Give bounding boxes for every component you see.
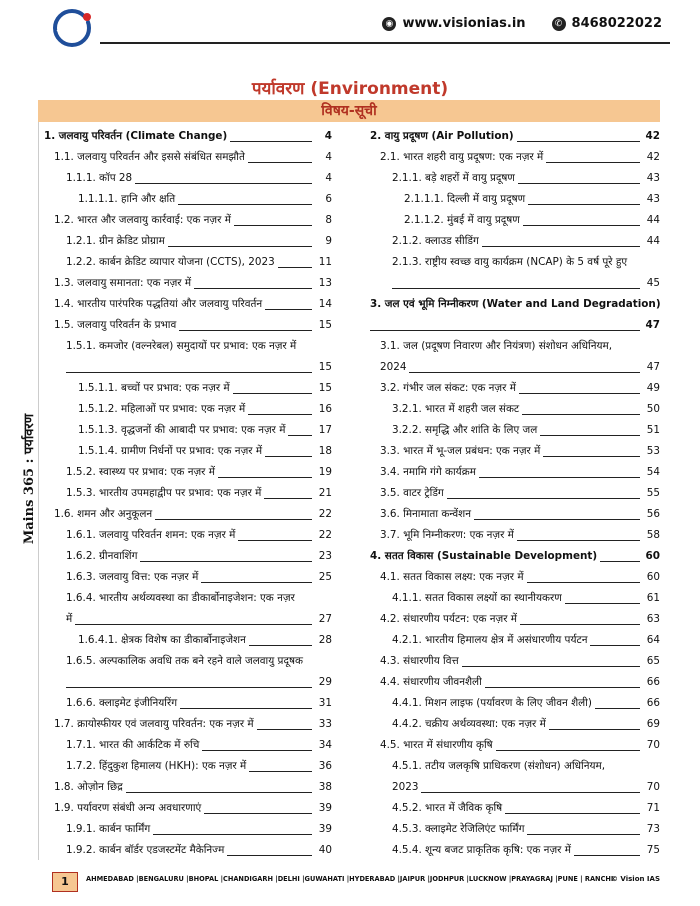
toc-entry[interactable] [370,693,660,714]
toc-leader-line [155,519,312,520]
toc-entry-page: 70 [644,735,660,756]
toc-entry-page: 42 [643,126,660,147]
toc-entry-title: में [66,609,75,630]
toc-entry[interactable] [370,567,660,588]
toc-entry[interactable] [370,294,660,315]
toc-entry-page: 55 [644,483,660,504]
toc-entry-title: 2.1.3. राष्ट्रीय स्वच्छ वायु कार्यक्रम (NCAP) के 5 वर्ष पूरे हुए [392,252,630,273]
toc-entry[interactable] [370,504,660,525]
toc-leader-line [496,750,640,751]
toc-entry-title: 4.4. संधारणीय जीवनशैली [380,672,485,693]
toc-entry-page: 44 [644,210,660,231]
toc-entry[interactable] [44,168,332,189]
toc-entry-page: 65 [644,651,660,672]
toc-leader-line [517,540,640,541]
toc-entry-page: 33 [316,714,332,735]
toc-entry-title: 2.1.1.1. दिल्ली में वायु प्रदूषण [404,189,528,210]
toc-entry-page: 4 [322,147,332,168]
toc-entry[interactable] [44,126,332,147]
toc-entry-title: 1.2.1. ग्रीन क्रेडिट प्रोग्राम [66,231,168,252]
toc-leader-line [540,435,640,436]
toc-entry-page: 75 [644,840,660,861]
side-label-text: Mains 365 : पर्यावरण [22,413,37,545]
toc-entry[interactable] [370,819,660,840]
toc-entry-title: 1.7. क्रायोस्फीयर एवं जलवायु परिवर्तन: एक नज़र में [54,714,257,735]
toc-leader-line [523,225,640,226]
toc-leader-line [238,540,312,541]
toc-entry-title: 4.5.2. भारत में जैविक कृषि [392,798,505,819]
toc-entry-page: 22 [316,504,332,525]
toc-entry-title: 4.2. संधारणीय पर्यटन: एक नज़र में [380,609,520,630]
toc-leader-line [153,834,312,835]
toc-entry[interactable] [370,399,660,420]
toc-left-column [44,126,332,861]
toc-leader-line [179,330,312,331]
toc-leader-line [249,771,312,772]
toc-leader-line [218,477,312,478]
toc-entry[interactable] [44,357,332,378]
toc-entry-title: 1.1.1. कॉप 28 [66,168,135,189]
toc-entry-page: 4 [322,168,332,189]
toc-heading: विषय-सूची [38,100,660,122]
toc-entry-title: 1.6.5. अल्पकालिक अवधि तक बने रहने वाले जलवायु प्रदूषक [66,651,306,672]
toc-entry[interactable] [370,714,660,735]
toc-entry[interactable] [44,441,332,462]
toc-entry-page: 27 [316,609,332,630]
page-footer [38,872,660,890]
toc-entry[interactable] [370,210,660,231]
toc-leader-line [409,372,640,373]
toc-entry[interactable] [370,756,660,777]
toc-right-column [370,126,660,861]
toc-leader-line [546,162,640,163]
toc-leader-line [479,477,640,478]
toc-entry-page: 15 [316,315,332,336]
toc-entry[interactable] [370,357,660,378]
toc-entry-title: 4.5.3. क्लाइमेट रेजिलिएंट फार्मिंग [392,819,527,840]
toc-entry-title: 3. जल एवं भूमि निम्नीकरण (Water and Land Degradation) [370,294,664,315]
toc-entry-title: 4.5. भारत में संधारणीय कृषि [380,735,496,756]
toc-leader-line [178,204,312,205]
toc-leader-line [505,813,640,814]
toc-leader-line [135,183,312,184]
toc-entry-page: 64 [644,630,660,651]
toc-leader-line [234,225,312,226]
toc-entry-title: 1.8. ओज़ोन छिद्र [54,777,126,798]
toc-entry-page: 29 [316,672,332,693]
toc-entry-title: 4.5.4. शून्य बजट प्राकृतिक कृषि: एक नज़र में [392,840,574,861]
toc-entry-title: 4.2.1. भारतीय हिमालय क्षेत्र में असंधारणीय पर्यटन [392,630,590,651]
globe-icon: ◉ [382,17,396,31]
header-contact [382,16,662,31]
toc-entry[interactable] [370,273,660,294]
toc-entry[interactable] [44,693,332,714]
toc-entry-page: 18 [316,441,332,462]
toc-entry-page: 49 [644,378,660,399]
toc-entry-page: 22 [316,525,332,546]
toc-entry-title: 3.7. भूमि निम्नीकरण: एक नज़र में [380,525,517,546]
toc-entry-page: 23 [316,546,332,567]
toc-entry-title: 1.6. शमन और अनुकूलन [54,504,155,525]
toc-entry-title: 1.6.4.1. क्षेत्रक विशेष का डीकार्बोनाइजेशन [78,630,249,651]
toc-entry-title: 4. सतत विकास (Sustainable Development) [370,546,600,567]
toc-entry-title: 4.4.2. चक्रीय अर्थव्यवस्था: एक नज़र में [392,714,549,735]
toc-entry-page: 50 [644,399,660,420]
toc-leader-line [204,813,312,814]
toc-entry[interactable] [370,420,660,441]
toc-entry-page: 69 [644,714,660,735]
toc-entry-title: 1.5. जलवायु परिवर्तन के प्रभाव [54,315,179,336]
toc-entry-page: 28 [316,630,332,651]
toc-leader-line [595,708,640,709]
toc-leader-line [278,267,312,268]
toc-entry[interactable] [370,798,660,819]
toc-entry[interactable] [370,546,660,567]
toc-entry-page: 51 [644,420,660,441]
toc-entry[interactable] [44,714,332,735]
toc-leader-line [392,288,640,289]
toc-entry-page: 31 [316,693,332,714]
toc-leader-line [517,141,640,142]
toc-entry-page: 39 [316,798,332,819]
toc-entry[interactable] [44,630,332,651]
toc-leader-line [168,246,312,247]
toc-entry-title: 1. जलवायु परिवर्तन (Climate Change) [44,126,230,147]
toc-entry[interactable] [370,777,660,798]
toc-entry-title: 1.9.2. कार्बन बॉर्डर एडजस्टमेंट मैकेनिज्म [66,840,227,861]
toc-entry-title: 1.9. पर्यावरण संबंधी अन्य अवधारणाएं [54,798,204,819]
toc-entry-title: 2.1.2. क्लाउड सीडिंग [392,231,482,252]
toc-entry-page: 45 [644,273,660,294]
toc-entry-title: 2024 [380,357,409,378]
toc-leader-line [519,393,640,394]
toc-entry-title: 2.1.1.2. मुंबई में वायु प्रदूषण [404,210,523,231]
toc-entry-title: 1.5.3. भारतीय उपमहाद्वीप पर प्रभाव: एक नज़र में [66,483,264,504]
toc-entry[interactable] [44,231,332,252]
toc-entry-title: 1.7.1. भारत की आर्कटिक में रुचि [66,735,202,756]
page-header [0,0,700,50]
side-label [18,400,38,560]
toc-leader-line [522,414,640,415]
toc-entry[interactable] [44,378,332,399]
toc-entry-page: 44 [644,231,660,252]
toc-leader-line [180,708,312,709]
toc-entry[interactable] [44,588,332,609]
toc-entry-title: 1.3. जलवायु समानता: एक नज़र में [54,273,194,294]
toc-entry[interactable] [44,210,332,231]
toc-leader-line [527,582,640,583]
toc-leader-line [600,561,640,562]
toc-entry-title: 3.4. नमामि गंगे कार्यक्रम [380,462,479,483]
toc-entry-title: 4.4.1. मिशन लाइफ (पर्यावरण के लिए जीवन शैली) [392,693,595,714]
toc-entry-page: 70 [644,777,660,798]
toc-entry[interactable] [44,756,332,777]
toc-leader-line [565,603,640,604]
toc-leader-line [75,624,312,625]
toc-leader-line [482,246,640,247]
header-rule [100,42,670,44]
toc-entry-title: 3.3. भारत में भू-जल प्रबंधन: एक नज़र में [380,441,543,462]
toc-leader-line [462,666,640,667]
toc-entry-page: 63 [644,609,660,630]
toc-entry-page: 42 [644,147,660,168]
toc-leader-line [543,456,640,457]
toc-leader-line [485,687,640,688]
toc-entry-title: 3.2.2. समृद्धि और शांति के लिए जल [392,420,540,441]
toc-entry-page: 60 [644,567,660,588]
toc-entry-page: 66 [644,693,660,714]
toc-entry[interactable] [44,651,332,672]
toc-entry-title: 3.2. गंभीर जल संकट: एक नज़र में [380,378,519,399]
toc-entry-title: 1.5.1. कमजोर (वल्नरेबल) समुदायों पर प्रभाव: एक नज़र में [66,336,299,357]
toc-entry-page: 34 [316,735,332,756]
toc-leader-line [257,729,312,730]
toc-entry[interactable] [44,147,332,168]
side-divider [38,122,39,860]
toc-entry-page: 15 [316,378,332,399]
toc-entry[interactable] [44,273,332,294]
toc-entry[interactable] [370,525,660,546]
toc-leader-line [249,645,312,646]
toc-entry[interactable] [44,525,332,546]
toc-leader-line [140,561,312,562]
toc-entry-page: 4 [322,126,332,147]
toc-entry-title: 2.1. भारत शहरी वायु प्रदूषण: एक नज़र में [380,147,546,168]
toc-leader-line [202,750,312,751]
toc-entry[interactable] [370,252,660,273]
toc-entry-title: 1.5.1.4. ग्रामीण निर्धनों पर प्रभाव: एक नज़र में [78,441,265,462]
toc-entry-page: 14 [316,294,332,315]
toc-entry-title: 4.3. संधारणीय वित्त [380,651,462,672]
toc-leader-line [574,855,640,856]
toc-entry-page: 56 [644,504,660,525]
toc-entry-page: 66 [644,672,660,693]
toc-entry-title: 1.2.2. कार्बन क्रेडिट व्यापार योजना (CCTS), 2023 [66,252,278,273]
toc-leader-line [549,729,640,730]
toc-entry[interactable] [370,315,660,336]
toc-leader-line [248,162,312,163]
toc-leader-line [265,309,312,310]
toc-entry-page: 17 [316,420,332,441]
toc-entry-title: 1.6.4. भारतीय अर्थव्यवस्था का डीकार्बोनाइजेशन: एक नज़र [66,588,298,609]
website-text[interactable]: www.visionias.in [402,16,526,31]
toc-entry[interactable] [370,588,660,609]
toc-entry[interactable] [370,651,660,672]
toc-entry[interactable] [44,252,332,273]
toc-entry[interactable] [44,609,332,630]
toc-leader-line [528,204,640,205]
toc-entry-page: 16 [316,399,332,420]
toc-entry-title: 2023 [392,777,421,798]
toc-leader-line [370,330,640,331]
toc-entry-page: 40 [316,840,332,861]
toc-entry-page: 73 [644,819,660,840]
toc-entry[interactable] [44,189,332,210]
toc-entry-page: 54 [644,462,660,483]
toc-entry-page: 71 [644,798,660,819]
toc-entry[interactable] [370,462,660,483]
toc-entry-title: 4.1.1. सतत विकास लक्ष्यों का स्थानीयकरण [392,588,565,609]
toc-entry-page: 53 [644,441,660,462]
toc-entry-page: 8 [322,210,332,231]
toc-entry-title: 1.5.1.3. वृद्धजनों की आबादी पर प्रभाव: एक नज़र में [78,420,288,441]
toc-entry[interactable] [44,840,332,861]
toc-entry[interactable] [370,609,660,630]
toc-entry[interactable] [370,630,660,651]
toc-entry-title: 3.6. मिनामाता कन्वेंशन [380,504,474,525]
toc-entry-page: 15 [316,357,332,378]
toc-entry-title: 1.6.1. जलवायु परिवर्तन शमन: एक नज़र में [66,525,238,546]
toc-entry-page: 39 [316,819,332,840]
toc-entry-page: 47 [644,357,660,378]
toc-entry[interactable] [44,798,332,819]
toc-entry[interactable] [44,420,332,441]
toc-entry-page: 9 [322,231,332,252]
toc-entry-page: 47 [643,315,660,336]
toc-leader-line [264,498,312,499]
toc-entry-page: 6 [322,189,332,210]
toc-entry-title: 1.4. भारतीय पारंपरिक पद्धतियां और जलवायु परिवर्तन [54,294,265,315]
toc-entry[interactable] [370,735,660,756]
toc-entry[interactable] [44,672,332,693]
footer-cities: AHMEDABAD |BENGALURU |BHOPAL |CHANDIGARH |DELHI |GUWAHATI |HYDERABAD |JAIPUR |JODHPUR |LUCKNOW |PRAYAGRAJ |PUNE | RANCHI [86,875,614,883]
toc-entry-page: 21 [316,483,332,504]
toc-entry-title: 3.2.1. भारत में शहरी जल संकट [392,399,522,420]
toc-entry-title: 3.5. वाटर ट्रेडिंग [380,483,447,504]
toc-entry-page: 11 [316,252,332,273]
toc-entry-page: 58 [644,525,660,546]
toc-entry[interactable] [44,735,332,756]
toc-leader-line [265,456,312,457]
toc-entry[interactable] [370,483,660,504]
toc-entry-title: 4.5.1. तटीय जलकृषि प्राधिकरण (संशोधन) अधिनियम, [392,756,608,777]
toc-entry-page: 61 [644,588,660,609]
toc-leader-line [447,498,640,499]
toc-entry-page: 36 [316,756,332,777]
toc-leader-line [518,183,640,184]
toc-leader-line [66,687,312,688]
toc-entry-page: 60 [643,546,660,567]
toc-entry-title: 2.1.1. बड़े शहरों में वायु प्रदूषण [392,168,518,189]
toc-entry-title: 1.6.2. ग्रीनवाशिंग [66,546,140,567]
toc-entry[interactable] [44,777,332,798]
toc-entry[interactable] [44,483,332,504]
phone-icon: ✆ [552,17,566,31]
toc-entry-title: 1.7.2. हिंदुकुश हिमालय (HKH): एक नज़र में [66,756,249,777]
toc-entry-page: 13 [316,273,332,294]
page-title: पर्यावरण (Environment) [251,79,449,99]
toc-entry-page: 25 [316,567,332,588]
toc-entry-title: 1.1. जलवायु परिवर्तन और इससे संबंधित समझौते [54,147,248,168]
toc-entry[interactable] [370,168,660,189]
toc-entry[interactable] [44,504,332,525]
toc-leader-line [201,582,312,583]
toc-entry-title: 2. वायु प्रदूषण (Air Pollution) [370,126,517,147]
toc-entry-title: 1.6.3. जलवायु वित्त: एक नज़र में [66,567,201,588]
toc-leader-line [126,792,312,793]
toc-entry-title: 1.5.1.2. महिलाओं पर प्रभाव: एक नज़र में [78,399,248,420]
page-number: 1 [52,872,78,892]
toc-entry-page: 38 [316,777,332,798]
toc-leader-line [590,645,640,646]
toc-leader-line [421,792,640,793]
toc-leader-line [527,834,640,835]
phone-text: 8468022022 [571,16,662,31]
toc-leader-line [66,372,312,373]
toc-leader-line [248,414,312,415]
toc-entry[interactable] [44,462,332,483]
toc-entry[interactable] [44,399,332,420]
toc-entry-title: 1.5.1.1. बच्चों पर प्रभाव: एक नज़र में [78,378,233,399]
toc-entry[interactable] [370,147,660,168]
toc-entry[interactable] [370,336,660,357]
toc-entry[interactable] [370,231,660,252]
toc-entry[interactable] [370,126,660,147]
toc-entry[interactable] [370,441,660,462]
toc-entry-title: 1.6.6. क्लाइमेट इंजीनियरिंग [66,693,180,714]
toc-entry-page: 19 [316,462,332,483]
toc-entry[interactable] [44,567,332,588]
toc-entry[interactable] [44,336,332,357]
toc-entry-title: 1.2. भारत और जलवायु कार्रवाई: एक नज़र में [54,210,234,231]
footer-brand: © Vision IAS [611,875,660,883]
toc-entry[interactable] [370,189,660,210]
toc-entry-title: 1.5.2. स्वास्थ्य पर प्रभाव: एक नज़र में [66,462,218,483]
toc-entry[interactable] [370,378,660,399]
toc-entry-title: 1.1.1.1. हानि और क्षति [78,189,178,210]
toc-leader-line [227,855,312,856]
toc-entry[interactable] [44,294,332,315]
toc-entry-title: 4.1. सतत विकास लक्ष्य: एक नज़र में [380,567,527,588]
toc-leader-line [194,288,312,289]
toc-entry[interactable] [44,819,332,840]
toc-leader-line [288,435,312,436]
toc-leader-line [233,393,312,394]
toc-entry-page: 43 [644,168,660,189]
toc-leader-line [520,624,640,625]
toc-leader-line [230,141,312,142]
toc-entry[interactable] [370,672,660,693]
toc-entry-title: 1.9.1. कार्बन फार्मिंग [66,819,153,840]
toc-entry-page: 43 [644,189,660,210]
toc-entry[interactable] [44,315,332,336]
toc-entry[interactable] [44,546,332,567]
vision-ias-logo-icon [52,8,92,48]
toc-entry-title: 3.1. जल (प्रदूषण निवारण और नियंत्रण) संशोधन अधिनियम, [380,336,615,357]
toc-leader-line [474,519,640,520]
toc-entry[interactable] [370,840,660,861]
